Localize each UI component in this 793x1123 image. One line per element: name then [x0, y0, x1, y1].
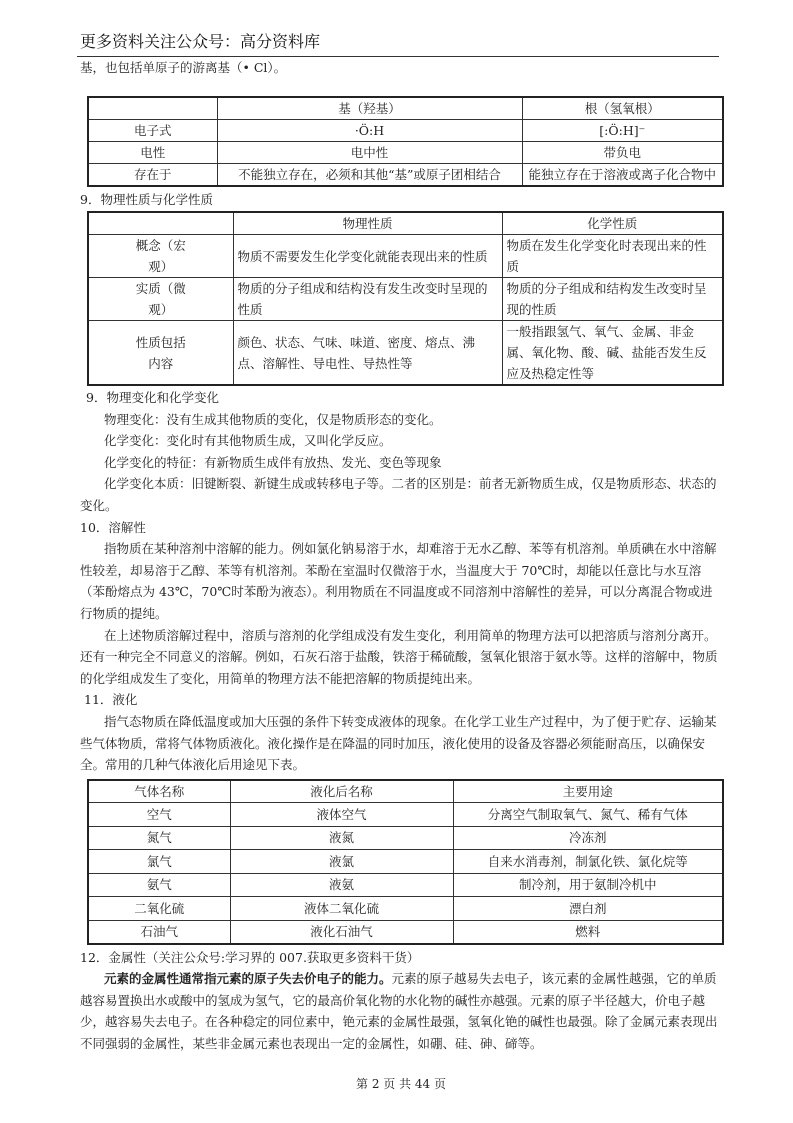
- table-cell: 漂白剂: [453, 897, 723, 921]
- body-text-section: [80, 387, 722, 776]
- radical-table: [87, 96, 724, 187]
- table-cell: 一般指跟氢气、氧气、金属、非金属、氧化物、酸、碱、盐能否发生反应及热稳定性等: [502, 321, 723, 386]
- section-title: 9．物理变化和化学变化: [86, 390, 219, 405]
- table-cell: 带负电: [522, 142, 723, 164]
- table-cell: 物质在发生化学变化时表现出来的性质: [502, 235, 723, 278]
- table-header: 气体名称: [88, 780, 230, 803]
- header-divider: [77, 56, 719, 57]
- table-row: [88, 873, 723, 897]
- table-cell: 液体空气: [230, 803, 453, 827]
- table-row: [88, 235, 723, 278]
- table-cell: 燃料: [453, 920, 723, 944]
- intro-line: 基，也包括单原子的游离基（• Cl）。: [80, 60, 287, 75]
- section-title: 11．液化: [84, 692, 138, 708]
- table-row: [88, 897, 723, 921]
- table-row: [88, 803, 723, 827]
- paragraph: 化学变化本质：旧键断裂、新键生成或转移电子等。二者的区别是：前者无新物质生成，仅是物质形态、状态的变化。: [80, 476, 717, 513]
- section-title: 12．金属性（关注公众号:学习界的 007.获取更多资料干货）: [80, 949, 420, 965]
- table-row: [88, 164, 723, 187]
- bold-definition: 元素的金属性通常指元素的原子失去价电子的能力。: [104, 971, 392, 987]
- table-cell: 物质的分子组成和结构没有发生改变时呈现的性质: [233, 278, 502, 321]
- table-cell: 氮气: [88, 826, 230, 850]
- table-cell: 自来水消毒剂，制氯化铁、氯化烷等: [453, 850, 723, 874]
- table-cell: 实质（微观）: [88, 278, 233, 321]
- page-header-title: 更多资料关注公众号：高分资料库: [80, 32, 321, 51]
- table-header: [88, 97, 217, 120]
- paragraph: 化学变化：变化时有其他物质生成，又叫化学反应。: [104, 433, 392, 449]
- properties-table: [87, 211, 724, 386]
- paragraph: 指气态物质在降低温度或加大压强的条件下转变成液体的现象。在化学工业生产过程中，为了便于贮存、运输某些气体物质，常将气体物质液化。液化操作是在降温的同时加压，液化使用的设备及容器必须能耐高压，以确保安全。常用的几种气体液化后用途见下表。: [80, 713, 717, 773]
- paragraph: [80, 968, 722, 1054]
- table-cell: 氨气: [88, 873, 230, 897]
- table-header-row: [88, 97, 723, 120]
- table-cell: 概念（宏观）: [88, 235, 233, 278]
- table-cell: 液氮: [230, 826, 453, 850]
- table-row: [88, 120, 723, 142]
- table-header: 主要用途: [453, 780, 723, 803]
- paragraph: 物理变化：没有生成其他物质的变化，仅是物质形态的变化。: [104, 411, 442, 427]
- table-cell: 氯气: [88, 850, 230, 874]
- table-row: [88, 321, 723, 386]
- table-row: [88, 826, 723, 850]
- table-header: 根（氢氧根）: [522, 97, 723, 120]
- table-cell: 存在于: [88, 164, 217, 187]
- table-cell: 制冷剂，用于氨制冷机中: [453, 873, 723, 897]
- table-row: [88, 850, 723, 874]
- table-cell: 分离空气制取氧气、氮气、稀有气体: [453, 803, 723, 827]
- table-cell: 电子式: [88, 120, 217, 142]
- table-header-row: [88, 212, 723, 235]
- table-row: [88, 920, 723, 944]
- table-cell: 物质不需要发生化学变化就能表现出来的性质: [233, 235, 502, 278]
- electron-formula-cell: ·Ö:H: [217, 120, 522, 142]
- table-cell: 性质包括内容: [88, 321, 233, 386]
- table-cell: 电中性: [217, 142, 522, 164]
- table-cell: 二氧化硫: [88, 897, 230, 921]
- table-cell: 颜色、状态、气味、味道、密度、熔点、沸点、溶解性、导电性、导热性等: [233, 321, 502, 386]
- table-header: 物理性质: [233, 212, 502, 235]
- section-title: 10．溶解性: [80, 519, 146, 535]
- table-header: 化学性质: [502, 212, 723, 235]
- paragraph: 化学变化的特征：有新物质生成伴有放热、发光、变色等现象: [104, 454, 442, 470]
- table-cell: 不能独立存在，必须和其他“基”或原子团相结合: [217, 164, 522, 187]
- table-header: 液化后名称: [230, 780, 453, 803]
- table-cell: 电性: [88, 142, 217, 164]
- table-cell: 液氨: [230, 873, 453, 897]
- paragraph: 在上述物质溶解过程中，溶质与溶剂的化学组成没有发生变化，利用简单的物理方法可以把溶质与溶剂分离开。还有一种完全不同意义的溶解。例如，石灰石溶于盐酸，铁溶于稀硫酸，氢氧化银溶于氨水等。这样的溶解中，物质的化学组成发生了变化，用简单的物理方法不能把溶解的物质提纯出来。: [80, 627, 718, 686]
- liquefaction-table: [87, 779, 724, 945]
- table-header: [88, 212, 233, 235]
- table-row: [88, 278, 723, 321]
- paragraph-rest: 元素的原子越易失去电子，该元素的金属性越强，它的单质越容易置换出水或酸中的氢成为氢气，它的最高价氧化物的水化物的碱性亦越强。元素的原子半径越大，价电子越少，越容易失去电子。在各种稳定的同位素中，铯元素的金属性最强，氢氧化铯的碱性也最强。除了金属元素表现出不同强弱的金属性，某些非金属元素也表现出一定的金属性，如硼、硅、砷、碲等。: [80, 971, 718, 1052]
- table-cell: 物质的分子组成和结构发生改变时呈现的性质: [502, 278, 723, 321]
- table-cell: 冷冻剂: [453, 826, 723, 850]
- page-number: 第 2 页 共 44 页: [356, 1076, 446, 1091]
- table-cell: 石油气: [88, 920, 230, 944]
- table-row: [88, 142, 723, 164]
- table-header: 基（羟基）: [217, 97, 522, 120]
- paragraph: 指物质在某种溶剂中溶解的能力。例如氯化钠易溶于水，却难溶于无水乙醇、苯等有机溶剂。单质碘在水中溶解性较差，却易溶于乙醇、苯等有机溶剂。苯酚在室温时仅微溶于水，当温度大于 70℃时，却能以任意比与水互溶（苯酚熔点为 43℃，70℃时苯酚为液态）。利用物质在不同温度或不同溶剂中溶解性的差异，可以分离混合物或进行物质的提纯。: [80, 541, 717, 621]
- table-cell: 液化石油气: [230, 920, 453, 944]
- electron-formula-cell: [:Ö:H]⁻: [522, 120, 723, 142]
- table-cell: 液体二氧化硫: [230, 897, 453, 921]
- table-header-row: [88, 780, 723, 803]
- table-cell: 空气: [88, 803, 230, 827]
- section-title: 9．物理性质与化学性质: [80, 192, 213, 207]
- table-cell: 能独立存在于溶液或离子化合物中: [522, 164, 723, 187]
- table-cell: 液氯: [230, 850, 453, 874]
- metallicity-section: [80, 947, 722, 1055]
